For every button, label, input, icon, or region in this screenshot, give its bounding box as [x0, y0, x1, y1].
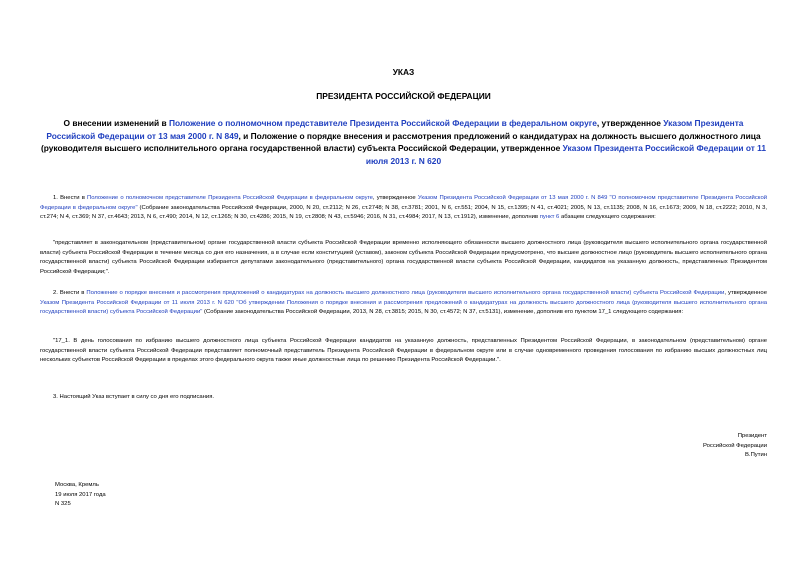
place-date-block: [55, 481, 106, 510]
document-title: УКАЗ: [392, 67, 415, 77]
clause-link[interactable]: пункт 6: [539, 214, 560, 221]
paragraph-2: [40, 289, 767, 318]
paragraph-text: 1. Внести в: [53, 195, 88, 201]
paragraph-text: (Собрание законодательства Российской Федерации, 2013, N 28, ст.3815; 2015, N 30, ст.4572; N 37, ст.5131), изменение, дополнив его пунктом 17_1 следующего содержания:: [202, 309, 684, 316]
paragraph-text: (Собрание законодательства Российской Федерации, 2000, N 20, ст.2112; N 26, ст.2748; N 38, ст.3781; 2001, N 6, ст.551; 2004, N 15, ст.1395; N 41, ст.4021; 2005, N 13, ст.1135; 2008, N 16, ст.1673; 2009, N 18, ст.2222; 2010, N 3, ст.274; N 4, ст.369; N 37, ст.4643; 2013, N 6, ст.490; 2014, N 12, ст.1265; N 30, ст.4286; 2015, N 19, ст.2808; N 43, ст.5946; 2016, N 31, ст.4984; 2017, N 13, ст.1912), изменение, дополнив: [40, 204, 767, 221]
signature-position: Президент: [737, 433, 767, 439]
decree-link[interactable]: Указом Президента Российской Федерации от 11 июля 2013 г. N 620: [365, 143, 767, 166]
paragraph-1: [40, 194, 767, 223]
place: Москва, Кремль: [55, 482, 99, 488]
signature-name: В.Путин: [745, 452, 767, 459]
regulation-link[interactable]: Положение о порядке внесения и рассмотрения предложений о кандидатурах на должность высшего должностного лица (руководителя высшего исполнительного органа государственной власти) субъекта Российской Федерации: [86, 290, 725, 296]
paragraph-3: 3. Настоящий Указ вступает в силу со дня его подписания.: [53, 394, 215, 400]
heading-text: О внесении изменений в: [63, 118, 169, 128]
signature-block: [703, 432, 767, 461]
decree-heading: [40, 117, 767, 167]
document-subtitle: ПРЕЗИДЕНТА РОССИЙСКОЙ ФЕДЕРАЦИИ: [316, 91, 491, 101]
quoted-amendment-2: "17_1. В день голосования по избранию высшего должностного лица субъекта Российской Федерации кандидатов на указанную должность, представленных Президентом Российской Федерации, в законодательном (представительном) органе государственной власти субъекта Российской Федерации представляет полномочный представитель Президента Российской Федерации в федеральном округе или в случае одновременного проведения голосования по избранию высших должностных лиц нескольких субъектов Российской Федерации в пределах этого федерального округа также иные должностные лица по решению Президента Российской Федерации.".: [40, 338, 767, 364]
regulation-link[interactable]: Положение о полномочном представителе Президента Российской Федерации в федеральном округе: [168, 118, 597, 128]
decree-link[interactable]: Указом Президента Российской Федерации от 13 мая 2000 г. N 849: [46, 118, 744, 141]
heading-text: , и Положение о порядке внесения и рассмотрения предложений о кандидатурах на должность высшего должностного лица (руководителя высшего исполнительного органа государственной власти) субъекта Российской Федерации, утвержденное: [40, 130, 761, 153]
signature-position: Российской Федерации: [702, 442, 767, 449]
decree-number: N 325: [55, 501, 71, 508]
regulation-link[interactable]: Положение о полномочном представителе Президента Российской Федерации в федеральном округе: [87, 195, 373, 201]
paragraph-text: 2. Внести в: [53, 290, 87, 296]
paragraph-text: , утвержденное: [724, 290, 767, 296]
heading-text: , утвержденное: [596, 118, 664, 128]
quoted-amendment-1: "представляет в законодательном (представительном) органе государственной власти субъекта Российской Федерации временно исполняющего обязанности высшего должностного лица (руководителя высшего исполнительного органа государственной власти) субъекта Российской Федерации в течение месяца со дня его назначения, а в случае если конституцией (уставом), законом субъекта Российской Федерации предусмотрено, что высшее должностное лицо (руководитель высшего исполнительного органа государственной власти) субъекта Российской Федерации избирается депутатами законодательного (представительного) органа государственной власти субъекта Российской Федерации, кандидатов на указанную должность, представленных Президентом Российской Федерации;".: [40, 240, 767, 275]
paragraph-text: , утвержденное: [372, 195, 418, 201]
decree-link[interactable]: Указом Президента Российской Федерации от 11 июля 2013 г. N 620 "Об утверждении Положения о порядке внесения и рассмотрения предложений о кандидатурах на должность высшего должностного лица (руководителя высшего исполнительного органа государственной власти) субъекта Российской Федерации": [40, 299, 767, 316]
paragraph-text: абзацем следующего содержания:: [559, 214, 656, 221]
date: 19 июля 2017 года: [55, 491, 106, 498]
decree-link[interactable]: Указом Президента Российской Федерации от 13 мая 2000 г. N 849 "О полномочном представителе Президента Российской Федерации в федеральном округе": [40, 195, 768, 211]
